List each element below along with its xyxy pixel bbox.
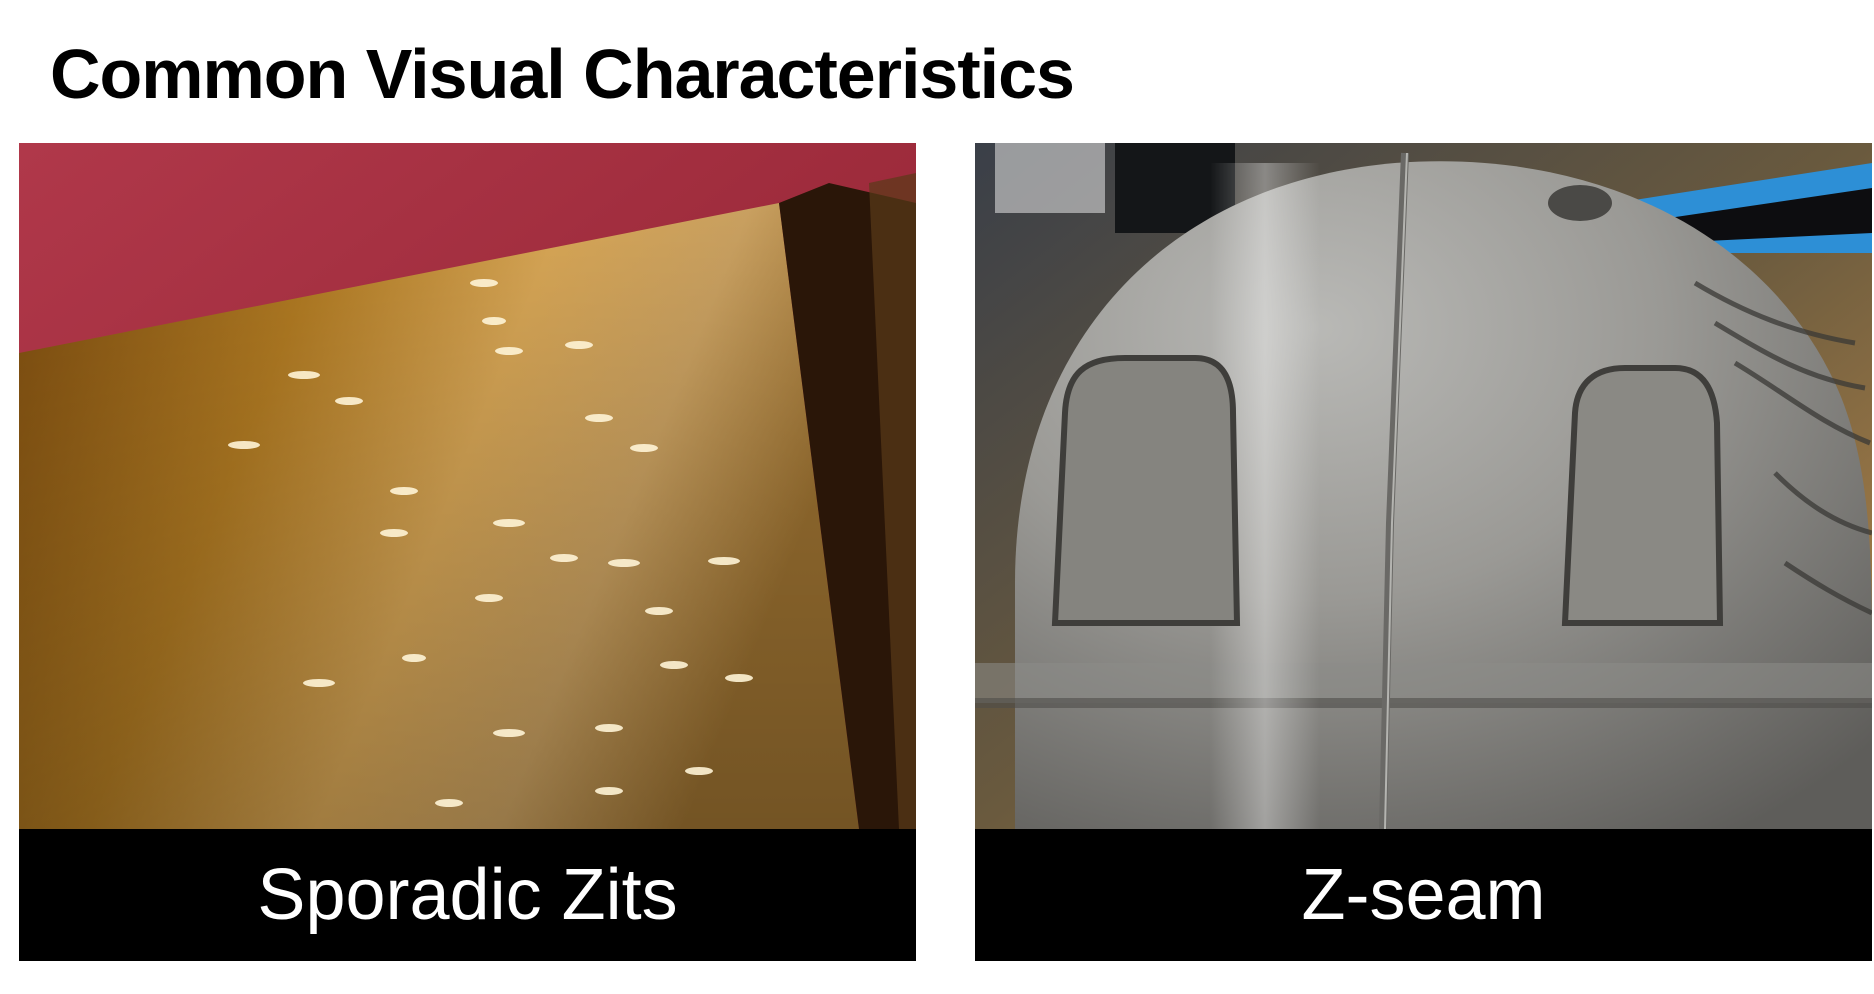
panel-sporadic-zits: [19, 143, 916, 961]
z-seam-caption: Z-seam: [975, 829, 1872, 961]
sporadic-zits-image: [19, 143, 916, 829]
sporadic-zits-caption: Sporadic Zits: [19, 829, 916, 961]
panel-z-seam: [975, 143, 1872, 961]
z-seam-image: [975, 143, 1872, 829]
slide-title: Common Visual Characteristics: [50, 35, 1074, 113]
sporadic-zits-photo: [19, 143, 916, 829]
z-seam-photo: [975, 143, 1872, 829]
